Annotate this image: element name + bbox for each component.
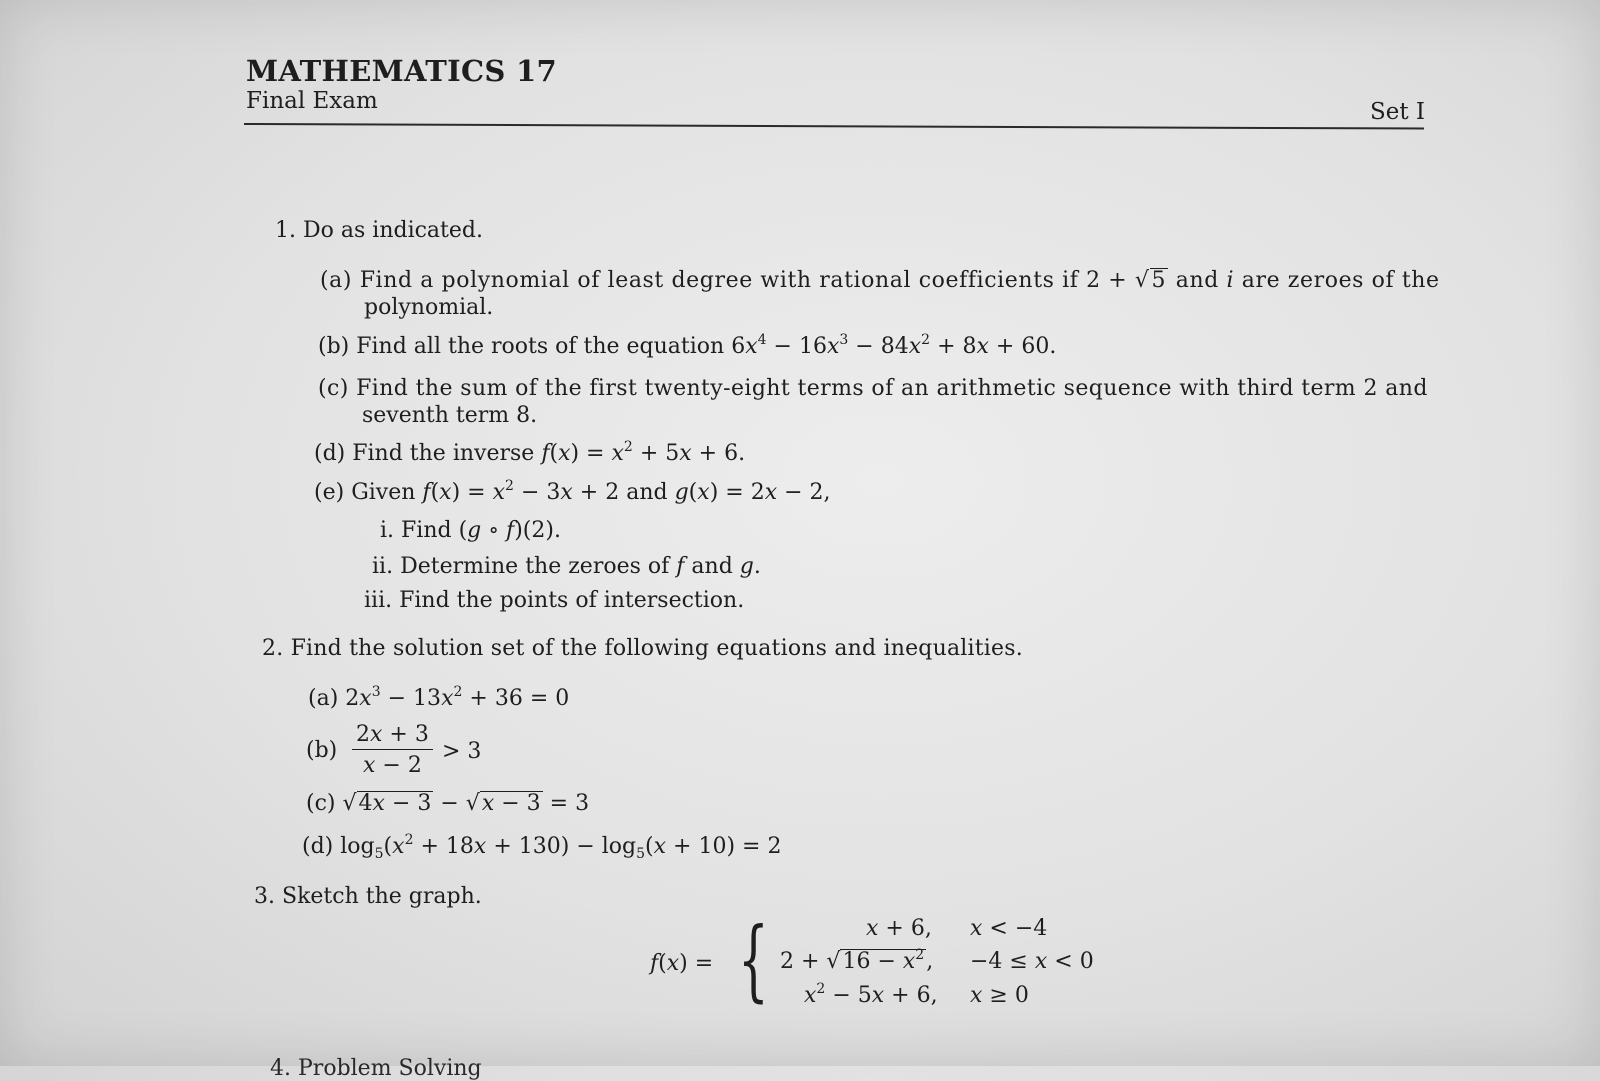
term: 16 −	[842, 949, 903, 974]
term: − 3	[513, 480, 561, 505]
var-x: x	[697, 480, 710, 505]
term: + 8	[930, 334, 977, 359]
var-x: x	[764, 480, 778, 505]
sqrt-symbol: √x − 3	[465, 791, 541, 816]
term: (	[383, 834, 393, 859]
term: Find (	[401, 518, 468, 543]
term: Determine the zeroes of	[400, 554, 677, 579]
q1a-line1	[320, 268, 1440, 293]
term: )(2).	[514, 518, 561, 543]
q2b-label: (b)	[306, 738, 338, 763]
var-x: x	[370, 722, 383, 747]
q2c-radicand-1	[357, 791, 434, 815]
sqrt-symbol: $√16 - x^2$	[826, 947, 925, 974]
var-x: x	[1034, 949, 1048, 974]
term: − 13	[380, 686, 442, 711]
var-x: x	[679, 441, 692, 466]
q1-number: 1.	[275, 218, 296, 243]
exponent: 2	[816, 981, 826, 997]
q2c-radicand-2	[480, 791, 543, 815]
term: (	[645, 834, 654, 859]
term: ≥ 0	[982, 983, 1029, 1008]
term: and	[684, 554, 740, 579]
term: = 3	[542, 791, 590, 816]
exponent: 2	[453, 684, 463, 700]
q2d-label: (d)	[302, 834, 334, 859]
piece-1-cond	[970, 916, 1047, 941]
header-rule	[244, 123, 1424, 130]
term: + 60.	[988, 334, 1057, 359]
term: + 2 and	[572, 480, 675, 505]
term: Find the points of intersection.	[399, 588, 745, 613]
var-x: x	[745, 334, 758, 359]
var-x: x	[359, 686, 372, 711]
var-x: x	[439, 480, 452, 505]
var-x: x	[441, 686, 454, 711]
q1-heading	[275, 218, 483, 243]
q3-function-name: f(x) =	[650, 951, 714, 976]
q1d: (d) Find the inverse $f(x) = x^2 + 5x + 6$.	[314, 439, 746, 466]
q2b-denominator	[352, 750, 433, 778]
term: 2	[345, 686, 360, 711]
compose-symbol: ∘	[481, 518, 507, 543]
exponent: 3	[371, 684, 381, 700]
q4-prompt: Problem Solving	[298, 1056, 482, 1081]
var-x: x	[473, 834, 487, 859]
var-x: x	[392, 834, 405, 859]
func-f: f	[506, 518, 515, 543]
term: − 84	[848, 334, 909, 359]
term: ) =	[679, 951, 714, 976]
func-f: f	[541, 441, 550, 466]
q2-heading	[262, 636, 1023, 661]
term: − 3	[494, 791, 541, 816]
var-x: x	[666, 951, 680, 976]
q1e-ii	[372, 554, 761, 579]
q3-heading	[254, 884, 482, 909]
q3-number: 3.	[254, 884, 275, 909]
var-x: x	[826, 334, 840, 359]
term: + 36 = 0	[462, 686, 570, 711]
piece-2-expr	[780, 949, 933, 974]
term: + 6,	[884, 983, 938, 1008]
q1e-label: (e)	[314, 480, 345, 505]
q1-prompt: Do as indicated.	[303, 218, 483, 243]
term: ) = 2	[709, 480, 765, 505]
term: + 130) −	[486, 834, 602, 859]
var-x: x	[908, 334, 922, 359]
term: ,	[926, 949, 934, 974]
q1a-i: i	[1226, 268, 1235, 293]
sqrt-symbol: √5	[1134, 268, 1167, 293]
q1c-line1	[318, 376, 1428, 401]
var-x: x	[804, 983, 817, 1008]
term: 2 +	[780, 949, 827, 974]
q1d-label: (d)	[314, 441, 346, 466]
exam-title: Final Exam	[246, 88, 378, 114]
term: 4	[358, 791, 373, 816]
var-x: x	[372, 791, 385, 816]
var-x: x	[871, 983, 885, 1008]
set-label: Set I	[1370, 99, 1426, 125]
piece-2-radicand	[840, 949, 926, 973]
term: −	[433, 791, 466, 816]
q1a-label: (a)	[320, 268, 353, 293]
q2-number: 2.	[262, 636, 284, 661]
var-x: x	[976, 334, 989, 359]
var-x: x	[970, 916, 983, 941]
term: − 16	[766, 334, 827, 359]
term: − 3	[384, 791, 432, 816]
q1b-label: (b)	[318, 334, 350, 359]
term: + 10) = 2	[666, 834, 782, 859]
var-x: x	[558, 441, 571, 466]
q1e-i	[380, 518, 561, 543]
course-title: MATHEMATICS 17	[246, 54, 557, 88]
term: + 6,	[878, 916, 932, 941]
var-x: x	[611, 441, 624, 466]
q1c-text: Find the sum of the first twenty-eight terms of an arithmetic sequence with third term 2 and	[356, 376, 1428, 401]
term: − 2	[375, 753, 422, 778]
q1c-line2: seventh term 8.	[362, 403, 538, 428]
func-f: f	[650, 951, 659, 976]
sub-label: iii.	[364, 588, 393, 613]
q4-number: 4.	[270, 1056, 291, 1081]
var-x: x	[363, 753, 376, 778]
term: + 18	[413, 834, 474, 859]
term: − 2,	[777, 480, 831, 505]
term: 2	[356, 722, 370, 747]
term: < 0	[1047, 949, 1094, 974]
term: + 3	[382, 722, 429, 747]
q2c-label: (c)	[306, 791, 336, 816]
q2a	[308, 686, 569, 711]
var-x: x	[866, 916, 879, 941]
log-base: 5	[374, 846, 384, 862]
var-x: x	[970, 983, 983, 1008]
term: + 6.	[691, 441, 746, 466]
func-f: f	[422, 480, 431, 505]
q1e: (e) Given $f(x) = x^2 - 3x + 2$ and g(x) = 2x − 2,	[314, 478, 831, 505]
q2-prompt: Find the solution set of the following equations and inequalities.	[290, 636, 1023, 661]
q2b-numerator	[352, 722, 433, 750]
q1e-given: Given	[351, 480, 416, 505]
q1a-and: and	[1175, 268, 1219, 293]
var-x: x	[653, 834, 667, 859]
term: ) =	[570, 441, 612, 466]
log-func: log	[340, 834, 375, 859]
q2d	[302, 832, 782, 862]
q1b-text: Find all the roots of the equation 6	[356, 334, 746, 359]
exponent: 2	[404, 832, 414, 848]
sub-label: ii.	[372, 554, 394, 579]
exponent: 3	[839, 332, 849, 348]
term: .	[753, 554, 761, 579]
q2b-fraction	[352, 722, 433, 778]
q3-prompt: Sketch the graph.	[282, 884, 482, 909]
q1e-iii	[364, 588, 744, 613]
piece-3-expr	[804, 983, 938, 1008]
q2a-label: (a)	[308, 686, 339, 711]
exponent: 2	[915, 947, 925, 963]
exponent: 2	[921, 332, 931, 348]
piece-3-cond	[970, 983, 1029, 1008]
term: − 5	[825, 983, 872, 1008]
q1a-line2: polynomial.	[364, 295, 494, 320]
func-g: g	[739, 554, 754, 579]
q1a-text: Find a polynomial of least degree with rational coefficients if 2 +	[359, 268, 1128, 293]
exponent: 2	[505, 478, 514, 494]
q1a-end: are zeroes of the	[1241, 268, 1440, 293]
q1b	[318, 334, 1056, 359]
log-base: 5	[636, 846, 646, 862]
func-g: g	[467, 518, 482, 543]
sub-label: i.	[380, 518, 395, 543]
var-x: x	[902, 949, 916, 974]
sqrt-symbol: √4x − 3	[342, 791, 432, 816]
exponent: 2	[623, 439, 633, 455]
q4-heading-cutoff	[270, 1056, 482, 1081]
var-x: x	[560, 480, 573, 505]
term: < −4	[982, 916, 1048, 941]
piece-2-cond	[970, 949, 1094, 974]
func-f: f	[676, 554, 685, 579]
func-g: g	[674, 480, 689, 505]
log-func: log	[601, 834, 637, 859]
term: −4 ≤	[970, 949, 1035, 974]
q1c-label: (c)	[318, 376, 349, 401]
q2b-rhs: > 3	[442, 739, 482, 764]
var-x: x	[481, 791, 495, 816]
q1d-text: Find the inverse	[352, 441, 535, 466]
piecewise-brace: {	[738, 908, 769, 1011]
exponent: 4	[757, 332, 767, 348]
q2c	[306, 791, 589, 816]
term: + 5	[632, 441, 680, 466]
piece-1-expr	[866, 916, 932, 941]
q1a-radicand: 5	[1151, 268, 1167, 293]
var-x: x	[492, 480, 506, 505]
